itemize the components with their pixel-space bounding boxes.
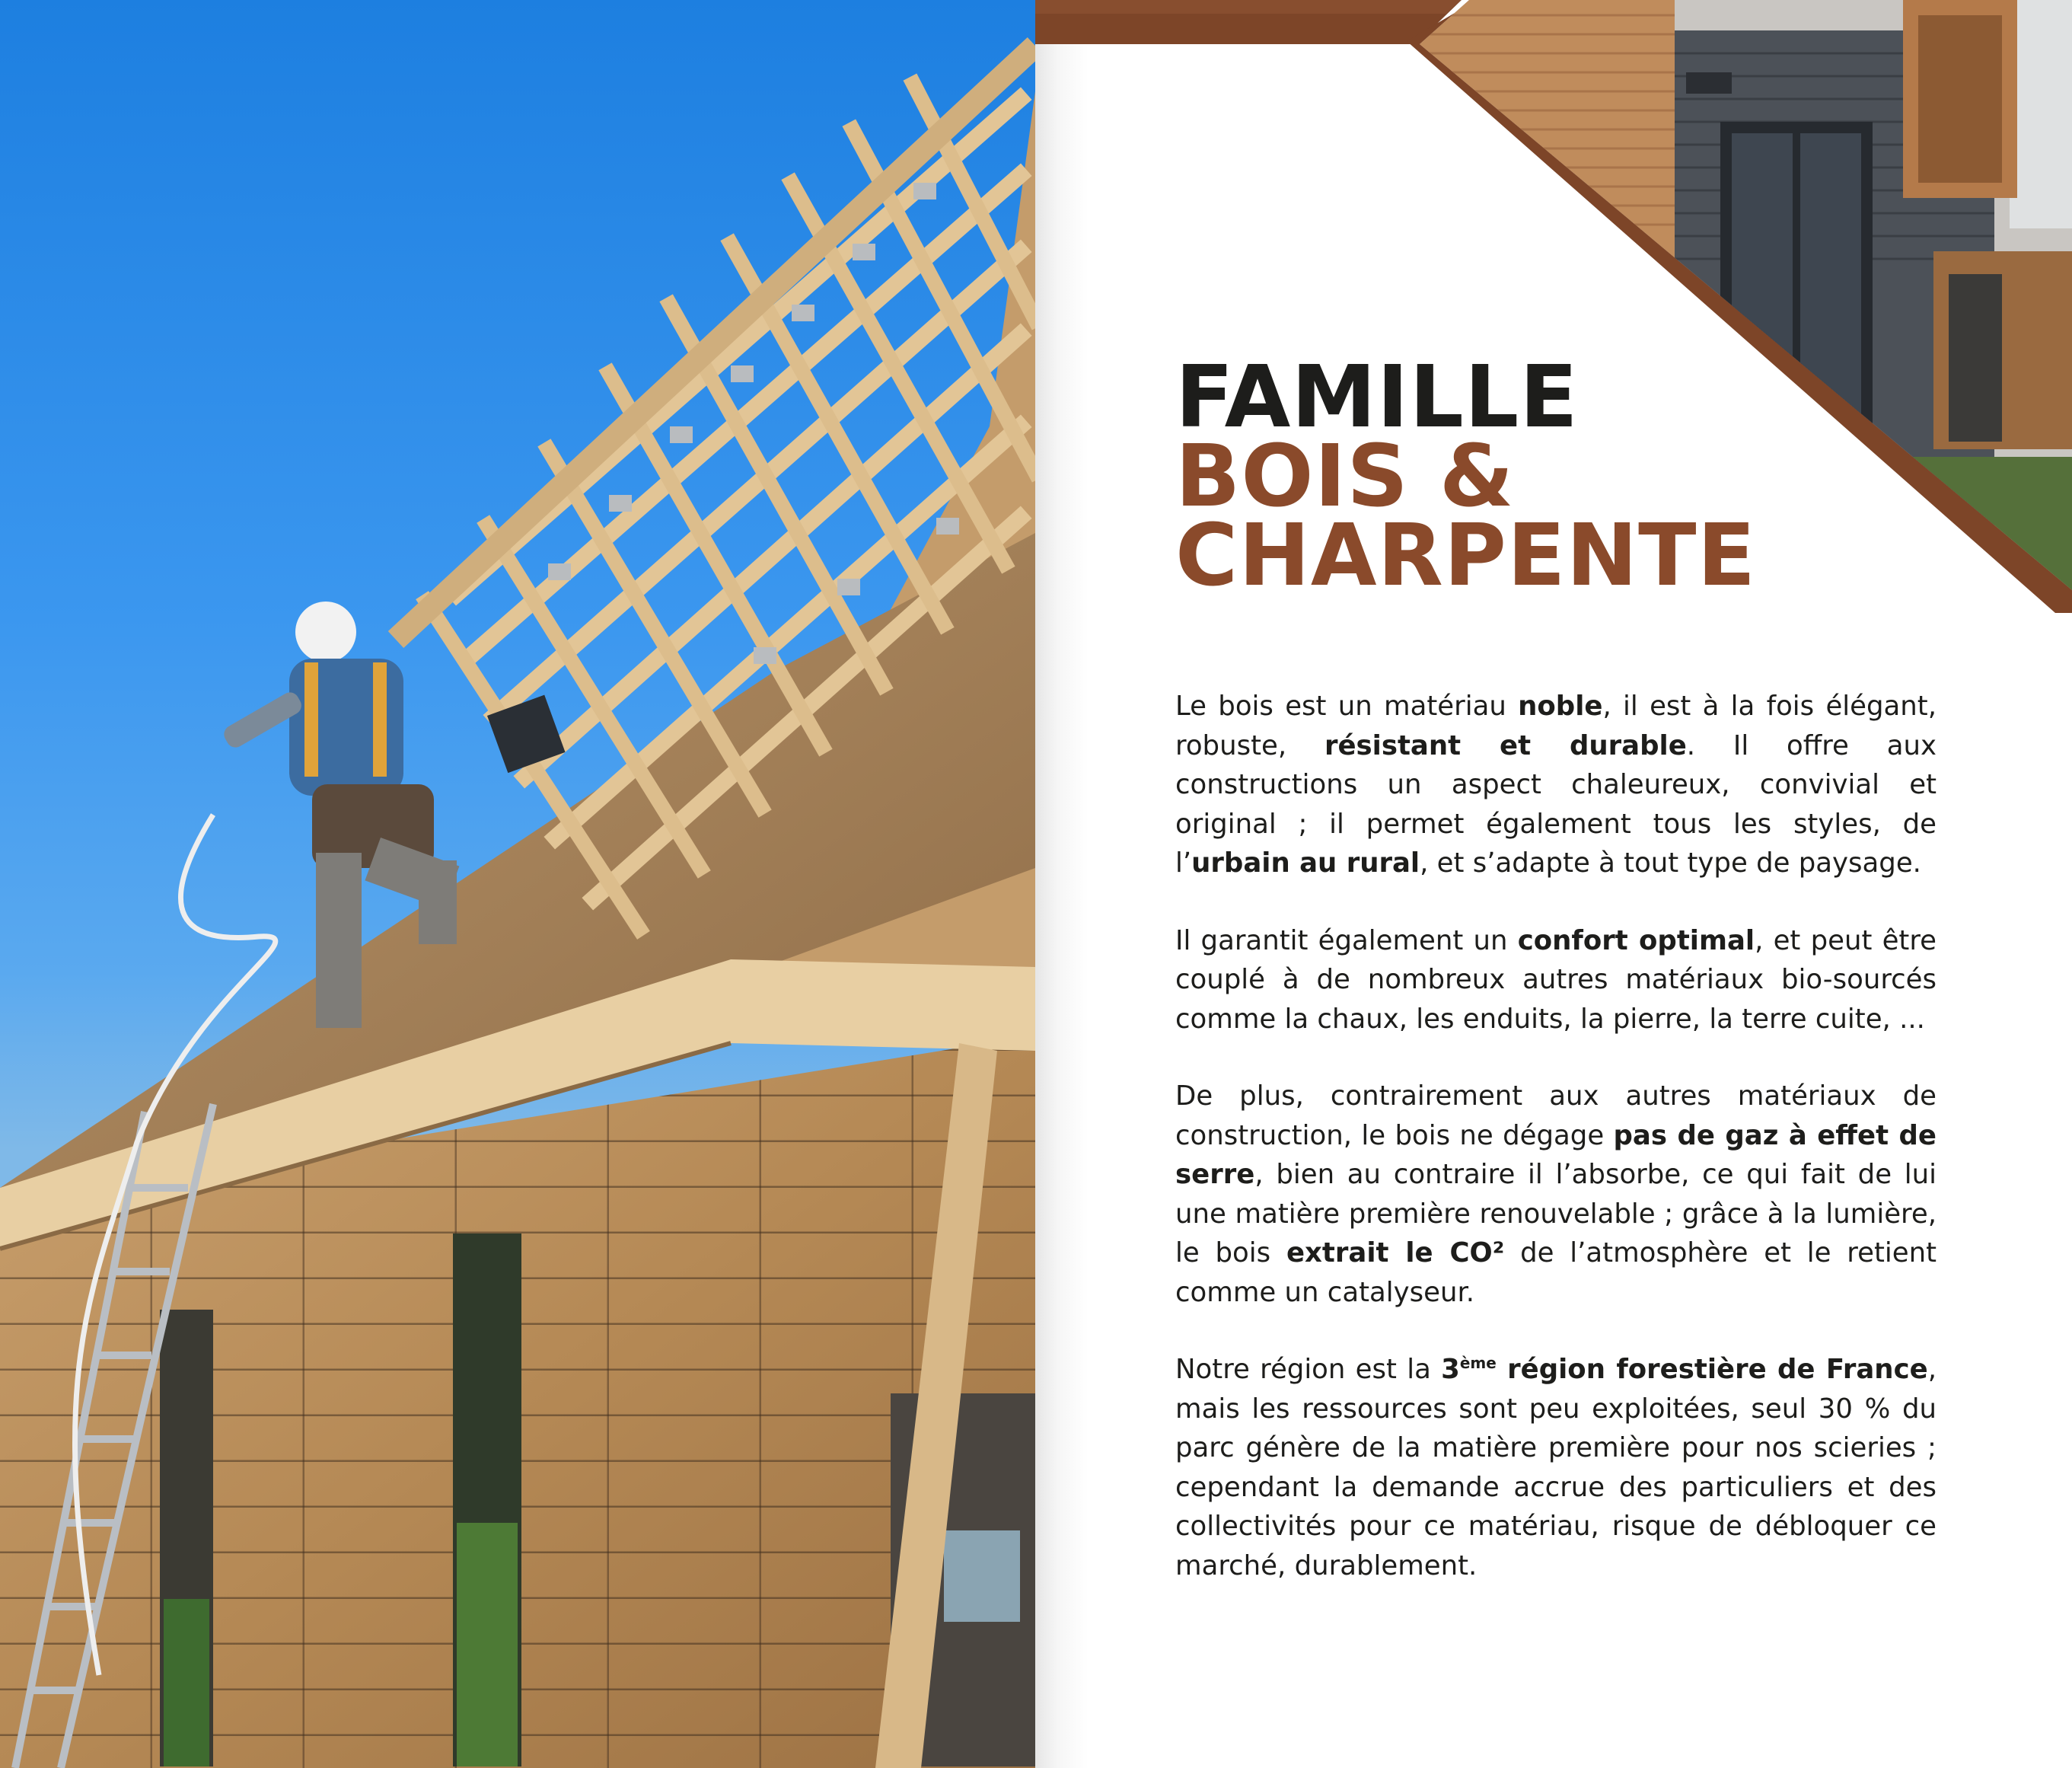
p4-bold-2: région forestière de France [1496, 1354, 1928, 1385]
roof-construction-illustration [0, 0, 1035, 1768]
paragraph-2 [1175, 921, 1937, 1039]
title-bois: BOIS & [1175, 427, 1515, 526]
title-block [1175, 348, 1757, 605]
body-text [1175, 687, 1937, 1623]
p1-bold-2: résistant et durable [1324, 729, 1687, 761]
p1-bold-1: noble [1518, 691, 1603, 722]
text-page [1035, 0, 2072, 1768]
p3-text-1: De plus, contrairement aux autres matériaux de construction, le bois ne dégage [1175, 1080, 1937, 1151]
p1-bold-3: urbain au rural [1191, 847, 1420, 879]
p2-text-1: Il garantit également un [1175, 924, 1518, 956]
title-charpente: CHARPENTE [1175, 506, 1757, 605]
p4-text-1: Notre région est la [1175, 1354, 1442, 1385]
p2-text-2: , et peut être couplé à de nombreux autres matériaux bio-sourcés comme la chaux, les enduits, la pierre, la terre cuite, ... [1175, 924, 1937, 1035]
paragraph-3 [1175, 1077, 1937, 1312]
p1-text-1: Le bois est un matériau [1175, 691, 1519, 722]
p1-text-4: , et s’adapte à tout type de paysage. [1420, 847, 1921, 879]
p4-text-2: , mais les ressources sont peu exploitées, seul 30 % du parc génère de la matière première pour nos scieries ; cependant la demande accrue des particuliers et des collectivités pour ce matériau, risque de débloquer ce marché, durablement. [1175, 1354, 1937, 1581]
paragraph-4 [1175, 1350, 1937, 1585]
p3-text-3: de l’atmosphère et le retient comme un catalyseur. [1175, 1237, 1937, 1308]
paragraph-1 [1175, 687, 1937, 883]
p3-bold-1: pas de gaz à effet de serre [1175, 1119, 1937, 1190]
p3-bold-2: extrait le CO² [1286, 1237, 1505, 1269]
p4-bold-1: 3 [1441, 1354, 1460, 1385]
title-famille: FAMILLE [1175, 348, 1579, 447]
p4-superscript: ème [1459, 1354, 1497, 1373]
p2-bold-1: confort optimal [1517, 924, 1755, 956]
p1-text-3: . Il offre aux constructions un aspect chaleureux, convivial et original ; il permet également tous les styles, de l’ [1175, 729, 1937, 879]
p3-text-2: , bien au contraire il l’absorbe, ce qui fait de lui une matière première renouvelable ; grâce à la lumière, le bois [1175, 1159, 1937, 1269]
roof-construction-photo [0, 0, 1035, 1768]
p1-text-2: , il est à la fois élégant, robuste, [1175, 691, 1937, 761]
